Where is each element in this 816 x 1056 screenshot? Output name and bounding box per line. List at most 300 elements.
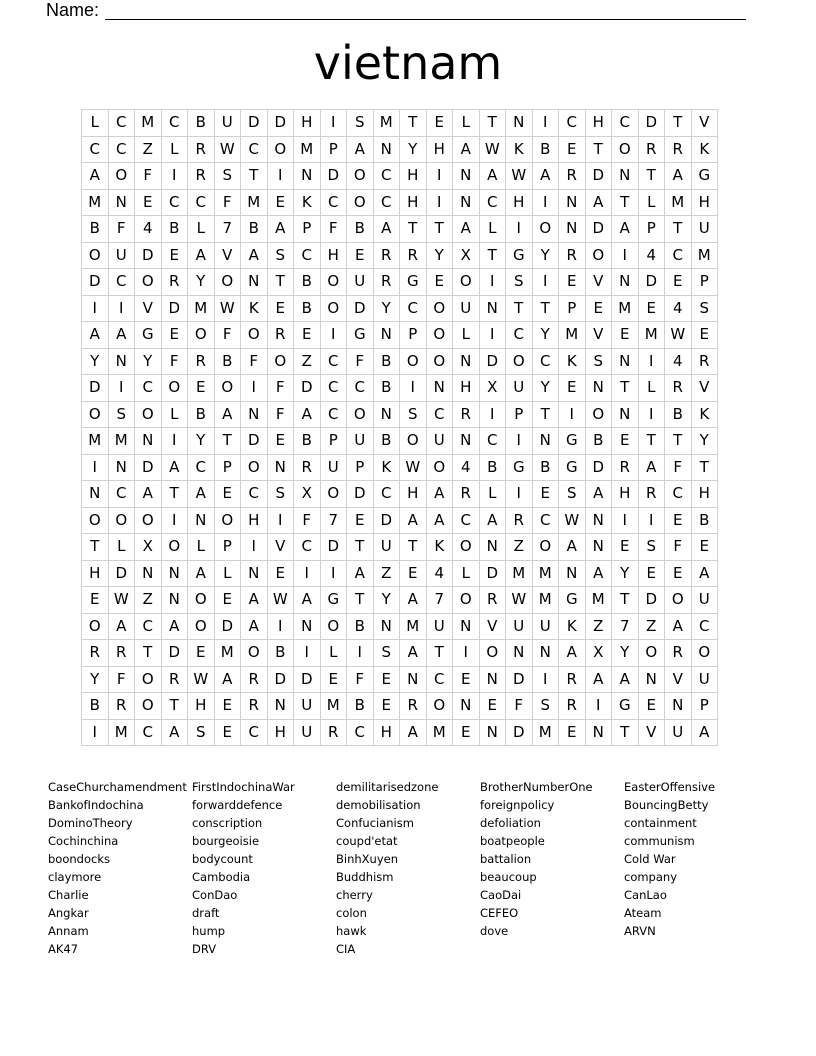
grid-cell: N [532,428,559,455]
grid-cell: D [638,587,665,614]
grid-cell: O [267,136,294,163]
grid-cell: T [665,428,692,455]
word-item: Buddhism [336,870,394,884]
grid-cell: D [347,481,374,508]
grid-cell: K [373,454,400,481]
grid-cell: O [135,401,162,428]
grid-cell: L [320,640,347,667]
grid-cell: D [638,110,665,137]
grid-cell: D [267,666,294,693]
grid-cell: R [559,163,586,190]
grid-cell: V [479,613,506,640]
grid-cell: S [585,348,612,375]
grid-cell: N [135,560,162,587]
grid-cell: N [241,401,268,428]
grid-cell: U [347,269,374,296]
grid-cell: M [135,110,162,137]
grid-cell: C [241,136,268,163]
grid-cell: T [612,375,639,402]
grid-cell: S [506,269,533,296]
grid-cell: A [559,640,586,667]
grid-cell: B [532,136,559,163]
grid-cell: W [400,454,427,481]
grid-cell: C [559,110,586,137]
grid-cell: Z [135,587,162,614]
name-label: Name: [46,0,100,20]
grid-cell: U [294,693,321,720]
grid-cell: N [373,136,400,163]
grid-cell: I [638,348,665,375]
grid-cell: R [108,640,135,667]
grid-cell: G [320,587,347,614]
grid-cell: I [320,110,347,137]
grid-cell: B [294,269,321,296]
grid-cell: G [506,454,533,481]
grid-cell: P [214,534,241,561]
grid-cell: H [453,375,480,402]
grid-cell: C [479,428,506,455]
grid-cell: F [267,401,294,428]
grid-cell: H [400,163,427,190]
word-item: defoliation [480,816,541,830]
grid-cell: L [638,189,665,216]
grid-cell: T [135,640,162,667]
grid-cell: T [585,136,612,163]
grid-cell: A [585,189,612,216]
grid-cell: G [135,322,162,349]
grid-cell: O [532,534,559,561]
grid-cell: K [506,136,533,163]
grid-cell: L [161,401,188,428]
grid-cell: D [479,348,506,375]
grid-cell: O [161,534,188,561]
grid-cell: E [426,110,453,137]
grid-cell: C [665,481,692,508]
grid-cell: H [426,136,453,163]
word-item: communism [624,834,695,848]
grid-cell: B [373,428,400,455]
grid-cell: O [585,242,612,269]
grid-cell: W [506,587,533,614]
grid-cell: N [161,560,188,587]
grid-cell: U [214,110,241,137]
grid-cell: R [294,454,321,481]
grid-cell: R [506,507,533,534]
grid-cell: C [426,666,453,693]
grid-cell: X [135,534,162,561]
word-item: bodycount [192,852,253,866]
grid-cell: B [665,401,692,428]
grid-cell: E [267,428,294,455]
grid-cell: C [241,481,268,508]
grid-cell: M [294,136,321,163]
grid-cell: U [665,719,692,746]
grid-row [82,242,718,269]
grid-cell: B [214,348,241,375]
grid-cell: E [453,666,480,693]
grid-cell: N [612,401,639,428]
grid-cell: O [82,613,109,640]
grid-cell: D [638,269,665,296]
grid-cell: V [135,295,162,322]
grid-cell: O [135,693,162,720]
grid-cell: 7 [214,216,241,243]
grid-cell: A [347,136,374,163]
grid-cell: I [612,242,639,269]
grid-cell: Y [691,428,718,455]
grid-cell: B [585,428,612,455]
grid-cell: B [373,348,400,375]
grid-cell: K [559,348,586,375]
grid-cell: I [506,216,533,243]
grid-cell: A [161,454,188,481]
grid-cell: F [267,375,294,402]
grid-cell: R [188,136,215,163]
grid-cell: H [400,481,427,508]
grid-cell: R [559,666,586,693]
grid-cell: 4 [665,295,692,322]
grid-cell: C [294,242,321,269]
grid-cell: O [161,375,188,402]
word-item: Cold War [624,852,676,866]
grid-row [82,719,718,746]
grid-cell: N [559,189,586,216]
grid-row [82,613,718,640]
grid-cell: A [426,481,453,508]
grid-cell: H [691,481,718,508]
grid-cell: I [267,507,294,534]
grid-cell: F [214,189,241,216]
grid-cell: E [400,560,427,587]
grid-cell: D [585,216,612,243]
grid-cell: I [532,666,559,693]
grid-cell: R [267,322,294,349]
grid-cell: O [665,587,692,614]
grid-cell: I [506,481,533,508]
grid-cell: A [82,163,109,190]
grid-cell: R [188,163,215,190]
word-item: coupd'etat [336,834,398,848]
grid-cell: M [506,560,533,587]
grid-cell: O [426,693,453,720]
grid-cell: O [135,507,162,534]
word-search-grid [81,109,718,746]
grid-cell: N [294,613,321,640]
grid-cell: M [426,719,453,746]
grid-cell: N [373,322,400,349]
grid-cell: T [400,216,427,243]
grid-cell: Z [294,348,321,375]
grid-cell: A [585,666,612,693]
grid-cell: O [320,613,347,640]
grid-cell: S [347,110,374,137]
grid-cell: N [426,375,453,402]
grid-cell: E [532,481,559,508]
grid-cell: E [665,560,692,587]
grid-cell: P [320,136,347,163]
grid-cell: B [161,216,188,243]
word-item: FirstIndochinaWar [192,780,295,794]
grid-cell: A [585,481,612,508]
grid-cell: E [294,322,321,349]
word-item: CaoDai [480,888,522,902]
grid-cell: S [559,481,586,508]
grid-cell: T [506,295,533,322]
grid-cell: B [188,110,215,137]
grid-cell: A [638,454,665,481]
grid-cell: U [320,454,347,481]
grid-cell: L [188,534,215,561]
word-item: Ateam [624,906,662,920]
grid-cell: T [612,587,639,614]
grid-cell: N [453,613,480,640]
grid-cell: I [638,401,665,428]
word-item: CIA [336,942,356,956]
grid-cell: D [585,163,612,190]
word-item: beaucoup [480,870,537,884]
grid-cell: R [400,693,427,720]
grid-cell: F [347,666,374,693]
grid-cell: I [161,507,188,534]
word-item: ConDao [192,888,238,902]
grid-cell: B [691,507,718,534]
grid-cell: A [400,640,427,667]
grid-cell: N [479,719,506,746]
grid-cell: Y [373,587,400,614]
grid-cell: H [506,189,533,216]
grid-cell: E [267,189,294,216]
grid-cell: C [532,348,559,375]
grid-cell: R [559,242,586,269]
grid-cell: T [347,534,374,561]
word-item: hawk [336,924,367,938]
grid-cell: E [214,481,241,508]
grid-row [82,481,718,508]
grid-cell: O [108,163,135,190]
grid-cell: O [453,269,480,296]
grid-cell: C [479,189,506,216]
grid-cell: F [108,666,135,693]
grid-cell: I [241,375,268,402]
grid-cell: K [241,295,268,322]
name-underline [105,5,746,20]
grid-cell: N [400,666,427,693]
grid-cell: F [161,348,188,375]
grid-cell: R [373,269,400,296]
grid-cell: C [320,348,347,375]
grid-cell: D [214,613,241,640]
grid-cell: O [453,534,480,561]
grid-cell: C [161,189,188,216]
grid-cell: M [108,719,135,746]
grid-cell: S [400,401,427,428]
grid-cell: F [506,693,533,720]
grid-cell: W [214,136,241,163]
grid-cell: T [426,216,453,243]
grid-cell: N [638,666,665,693]
grid-cell: O [585,401,612,428]
grid-cell: C [691,613,718,640]
grid-cell: F [108,216,135,243]
grid-cell: D [161,295,188,322]
grid-row [82,640,718,667]
grid-cell: O [426,322,453,349]
grid-cell: O [691,640,718,667]
grid-cell: E [665,269,692,296]
grid-cell: O [214,375,241,402]
grid-cell: A [691,560,718,587]
grid-cell: R [320,719,347,746]
grid-cell: D [108,560,135,587]
grid-cell: C [241,719,268,746]
grid-cell: I [532,269,559,296]
grid-cell: B [347,613,374,640]
grid-cell: F [347,348,374,375]
grid-cell: M [320,693,347,720]
grid-cell: S [108,401,135,428]
grid-row [82,401,718,428]
grid-cell: B [479,454,506,481]
word-item: forwarddefence [192,798,283,812]
grid-cell: E [373,666,400,693]
grid-cell: R [161,269,188,296]
grid-cell: R [400,242,427,269]
grid-cell: D [479,560,506,587]
grid-cell: L [479,481,506,508]
grid-cell: T [612,189,639,216]
grid-cell: D [161,640,188,667]
grid-cell: E [214,587,241,614]
word-column [192,778,336,958]
grid-cell: W [214,295,241,322]
grid-cell: C [82,136,109,163]
grid-cell: C [320,189,347,216]
word-item: CanLao [624,888,667,902]
grid-cell: S [188,719,215,746]
grid-cell: C [294,534,321,561]
grid-cell: I [82,719,109,746]
grid-cell: W [665,322,692,349]
grid-cell: B [82,693,109,720]
grid-cell: H [267,719,294,746]
word-item: BankofIndochina [48,798,144,812]
grid-cell: E [267,560,294,587]
grid-cell: D [82,269,109,296]
grid-cell: A [665,613,692,640]
grid-cell: V [691,375,718,402]
grid-cell: N [453,693,480,720]
grid-cell: T [161,693,188,720]
grid-cell: T [161,481,188,508]
grid-cell: E [665,507,692,534]
grid-cell: B [347,693,374,720]
grid-cell: R [188,348,215,375]
grid-row [82,216,718,243]
grid-cell: T [612,719,639,746]
grid-cell: F [665,454,692,481]
grid-cell: M [108,428,135,455]
grid-cell: D [585,454,612,481]
grid-cell: O [320,295,347,322]
grid-row [82,693,718,720]
grid-cell: A [135,481,162,508]
grid-cell: Y [532,375,559,402]
word-item: DRV [192,942,217,956]
grid-cell: A [241,242,268,269]
grid-cell: O [267,348,294,375]
grid-cell: Y [612,640,639,667]
grid-cell: N [559,216,586,243]
grid-cell: G [559,587,586,614]
grid-cell: N [294,163,321,190]
grid-cell: L [453,110,480,137]
grid-cell: N [267,693,294,720]
grid-cell: A [241,613,268,640]
grid-cell: Z [585,613,612,640]
grid-cell: M [241,189,268,216]
grid-cell: I [82,454,109,481]
grid-cell: H [585,110,612,137]
grid-cell: D [347,295,374,322]
grid-cell: A [426,507,453,534]
grid-cell: M [532,719,559,746]
grid-cell: V [214,242,241,269]
grid-cell: L [479,216,506,243]
grid-cell: C [320,401,347,428]
grid-cell: E [612,428,639,455]
grid-cell: F [294,507,321,534]
grid-cell: N [241,269,268,296]
grid-cell: A [453,216,480,243]
word-item: conscription [192,816,263,830]
grid-cell: A [532,163,559,190]
grid-cell: Z [638,613,665,640]
grid-cell: W [479,136,506,163]
grid-cell: I [506,428,533,455]
grid-cell: D [135,454,162,481]
grid-cell: R [241,693,268,720]
grid-row [82,295,718,322]
grid-cell: T [479,110,506,137]
grid-cell: C [347,719,374,746]
grid-cell: G [506,242,533,269]
grid-cell: R [559,693,586,720]
grid-cell: O [241,322,268,349]
grid-cell: Y [82,348,109,375]
grid-cell: A [479,163,506,190]
grid-cell: P [400,322,427,349]
grid-cell: 7 [426,587,453,614]
grid-cell: I [532,110,559,137]
grid-cell: 7 [612,613,639,640]
grid-cell: A [559,534,586,561]
grid-cell: I [479,401,506,428]
grid-cell: U [347,428,374,455]
grid-cell: O [241,640,268,667]
grid-cell: O [426,295,453,322]
grid-cell: U [294,719,321,746]
grid-cell: N [559,560,586,587]
grid-cell: L [108,534,135,561]
grid-cell: O [612,136,639,163]
grid-cell: E [638,560,665,587]
grid-cell: F [241,348,268,375]
grid-cell: O [532,216,559,243]
grid-cell: Z [373,560,400,587]
grid-cell: I [638,507,665,534]
grid-cell: D [135,242,162,269]
grid-cell: 4 [453,454,480,481]
